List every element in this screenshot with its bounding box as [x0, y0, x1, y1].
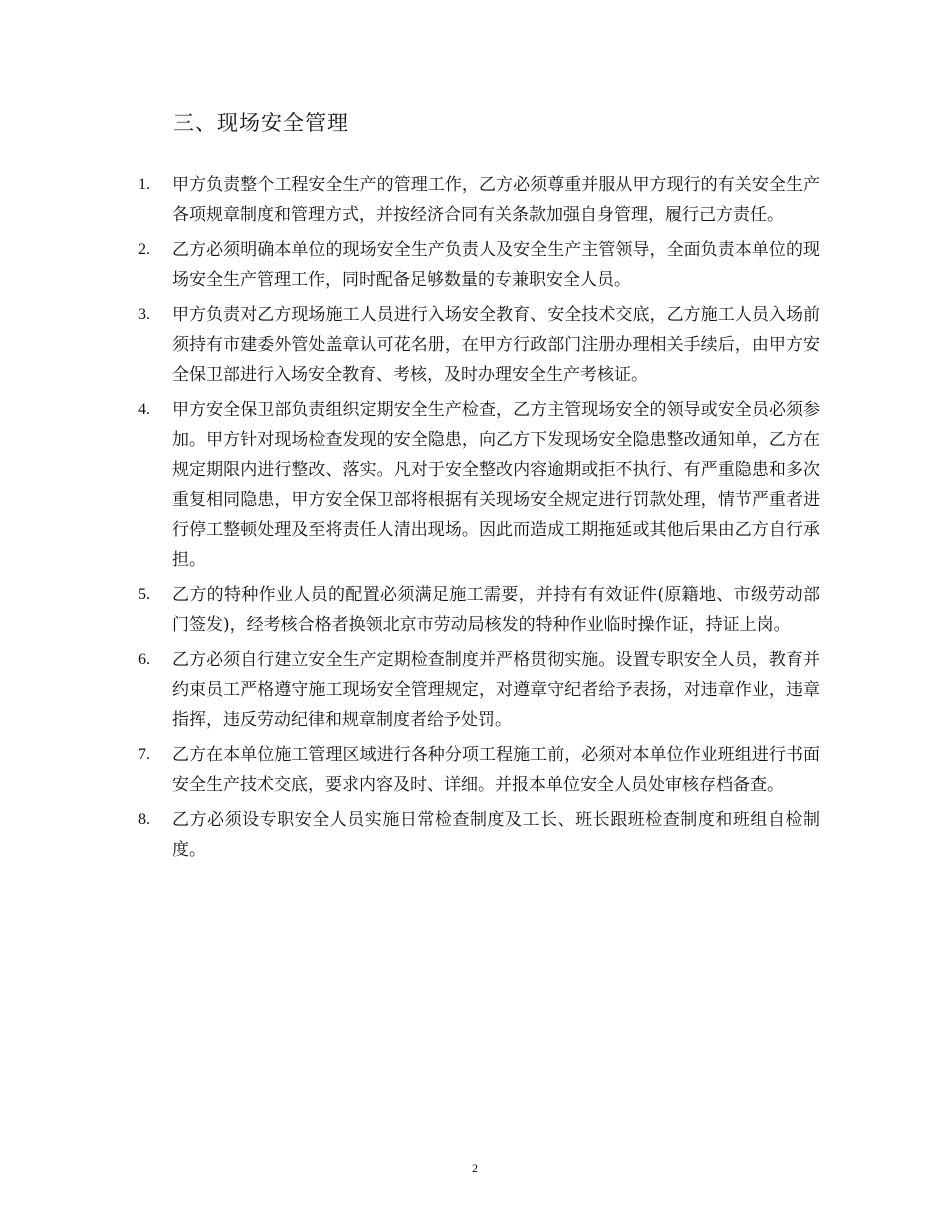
item-number: 5.	[138, 586, 150, 603]
list-item	[0, 170, 820, 230]
item-text: 甲方安全保卫部负责组织定期安全生产检查，乙方主管现场安全的领导或安全员必须参加。甲方针对现场检查发现的安全隐患，向乙方下发现场安全隐患整改通知单，乙方在规定期限内进行整改、落实。凡对于安全整改内容逾期或拒不执行、有严重隐患和多次重复相同隐患，甲方安全保卫部将根据有关现场安全规定进行罚款处理，情节严重者进行停工整顿处理及至将责任人清出现场。因此而造成工期拖延或其他后果由乙方自行承担。	[172, 400, 820, 570]
item-text: 乙方必须自行建立安全生产定期检查制度并严格贯彻实施。设置专职安全人员，教育并约束员工严格遵守施工现场安全管理规定，对遵章守纪者给予表扬，对违章作业，违章指挥，违反劳动纪律和规章制度者给予处罚。	[172, 650, 820, 730]
item-number: 1.	[138, 176, 150, 193]
item-text: 乙方必须设专职安全人员实施日常检查制度及工长、班长跟班检查制度和班组自检制度。	[172, 810, 820, 860]
item-number: 6.	[138, 651, 150, 668]
item-number: 2.	[138, 241, 150, 258]
list-item	[0, 395, 820, 575]
item-number: 7.	[138, 746, 150, 763]
item-text: 乙方的特种作业人员的配置必须满足施工需要，并持有有效证件(原籍地、市级劳动部门签发)，经考核合格者换领北京市劳动局核发的特种作业临时操作证，持证上岗。	[172, 585, 820, 635]
item-number: 3.	[138, 306, 150, 323]
clause-list	[0, 170, 950, 870]
list-item	[0, 300, 820, 390]
item-text: 乙方必须明确本单位的现场安全生产负责人及安全生产主管领导，全面负责本单位的现场安全生产管理工作，同时配备足够数量的专兼职安全人员。	[172, 240, 820, 290]
list-item	[0, 740, 820, 800]
list-item	[0, 645, 820, 735]
section-title: 三、现场安全管理	[173, 111, 349, 135]
page-number: 2	[472, 1161, 478, 1175]
item-number: 4.	[138, 401, 150, 418]
list-item	[0, 580, 820, 640]
item-text: 甲方负责对乙方现场施工人员进行入场安全教育、安全技术交底，乙方施工人员入场前须持有市建委外管处盖章认可花名册，在甲方行政部门注册办理相关手续后，由甲方安全保卫部进行入场安全教育、考核，及时办理安全生产考核证。	[172, 305, 820, 385]
item-text: 乙方在本单位施工管理区域进行各种分项工程施工前，必须对本单位作业班组进行书面安全生产技术交底，要求内容及时、详细。并报本单位安全人员处审核存档备查。	[172, 745, 820, 795]
item-number: 8.	[138, 811, 150, 828]
list-item	[0, 805, 820, 865]
item-text: 甲方负责整个工程安全生产的管理工作，乙方必须尊重并服从甲方现行的有关安全生产各项规章制度和管理方式，并按经济合同有关条款加强自身管理，履行己方责任。	[172, 175, 820, 225]
list-item	[0, 235, 820, 295]
